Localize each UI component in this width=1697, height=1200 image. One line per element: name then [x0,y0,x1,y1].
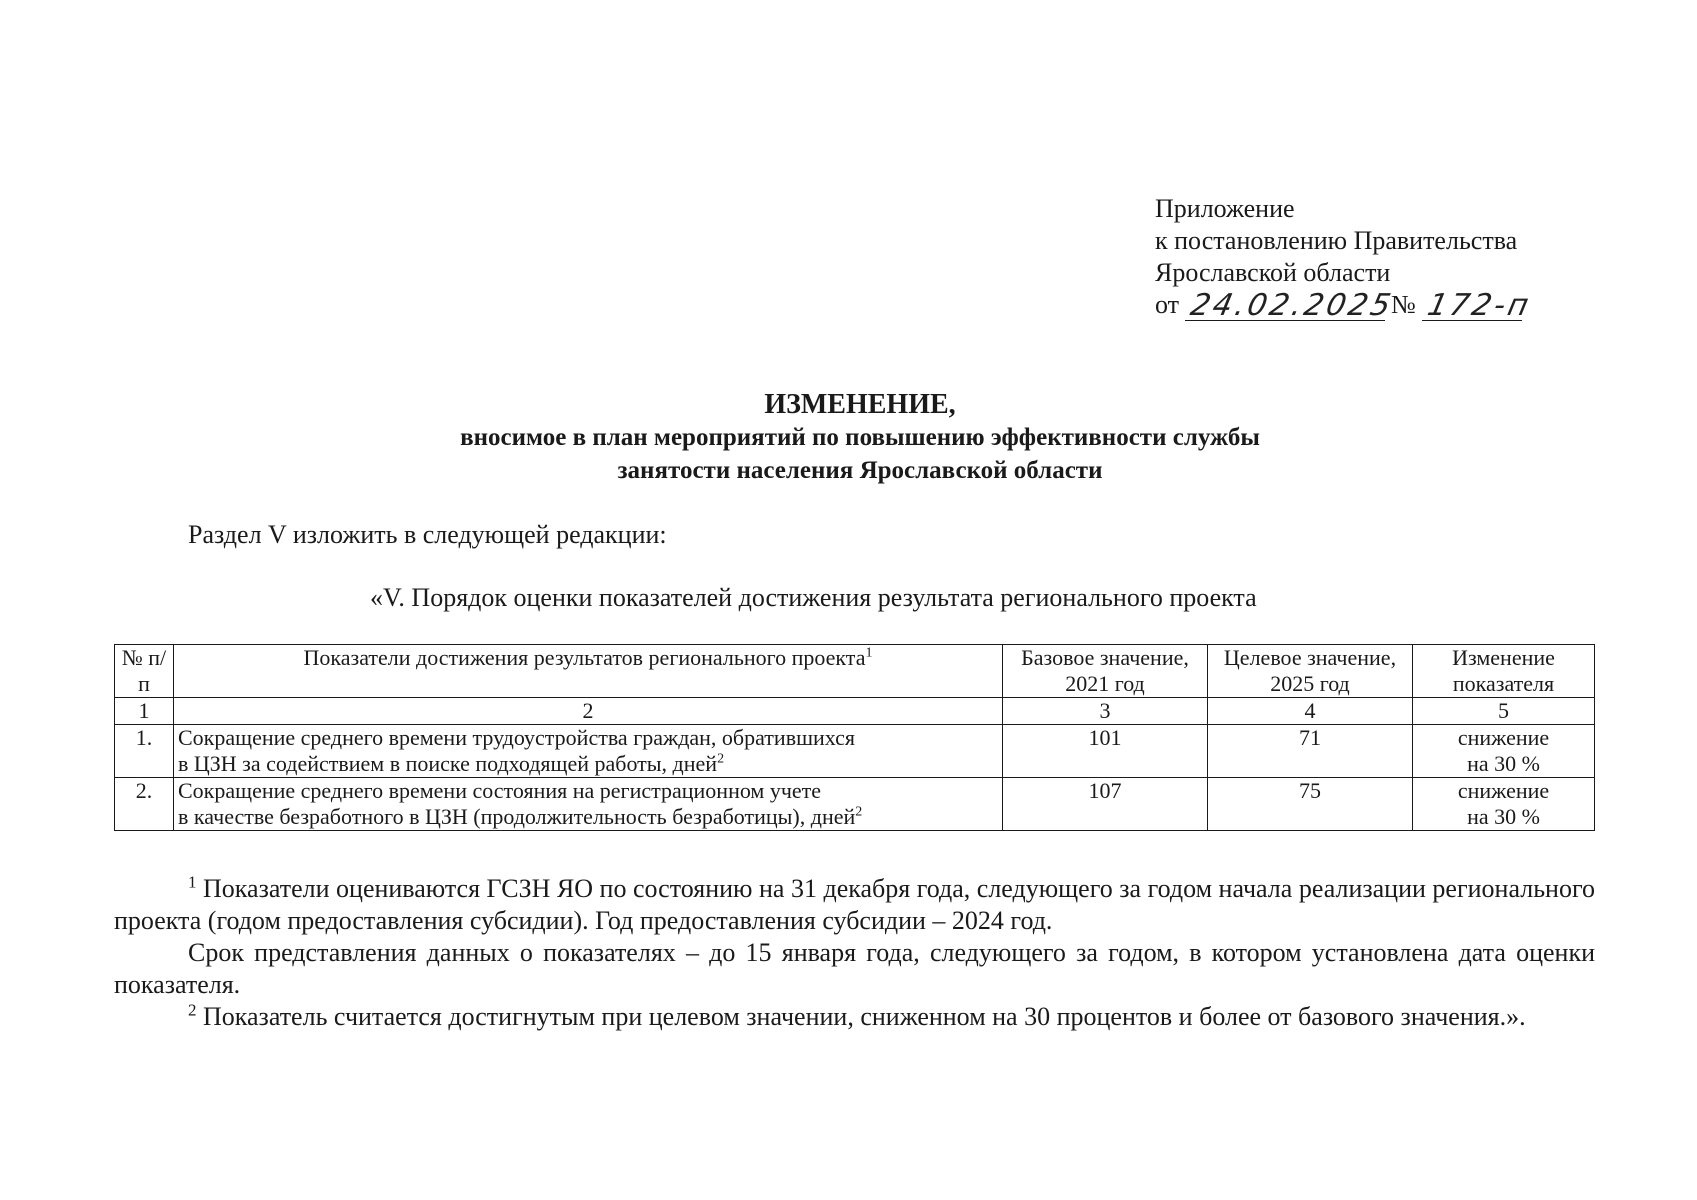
column-number: 4 [1208,698,1413,725]
appendix-block [1155,193,1535,323]
header-base: Базовое значение, 2021 год [1003,645,1208,698]
table-row [115,778,1595,831]
number-label: № [1391,290,1416,319]
header-num: № п/п [115,645,174,698]
appendix-decree-line: к постановлению Правительства [1155,226,1518,255]
row-name-line1: Сокращение среднего времени состояния на регистрационном учете [178,778,822,803]
number-field [1422,288,1535,323]
indicators-table [114,644,1595,831]
footnotes [114,873,1595,1033]
header-change: Изменение показателя [1413,645,1595,698]
table-row [115,725,1595,778]
date-field [1185,288,1397,323]
row-base-value: 107 [1003,778,1208,831]
header-name [174,645,1003,698]
header-name-footnote-mark: 1 [865,645,873,661]
document-subtitle-line2: занятости населения Ярославской области [617,457,1103,484]
footnote-1-continuation: Срок представления данных о показателях – до 15 января года, следующего за годом, в котором установлена дата оценки показателя. [114,938,1595,999]
row-change [1413,778,1595,831]
footnote-1-mark: 1 [188,872,197,892]
section-title: «V. Порядок оценки показателей достижения результата регионального проекта [370,583,1257,612]
document-subtitle-line1: вносимое в план мероприятий по повышению эффективности службы [460,424,1260,451]
row-name-line1: Сокращение среднего времени трудоустройства граждан, обратившихся [178,725,856,750]
row-change [1413,725,1595,778]
row-footnote-mark: 2 [855,804,863,820]
row-change-line2: на 30 % [1467,804,1540,829]
column-number-row [115,698,1595,725]
row-name-line2: в качестве безработного в ЦЗН (продолжительность безработицы), дней [178,804,856,829]
header-target: Целевое значение, 2025 год [1208,645,1413,698]
row-num: 1. [115,725,174,778]
column-number: 3 [1003,698,1208,725]
column-number: 2 [174,698,1003,725]
appendix-region-line: Ярославской области [1155,258,1391,287]
row-target-value: 75 [1208,778,1413,831]
handwritten-date: 24.02.2025 [1187,288,1397,323]
intro-paragraph: Раздел V изложить в следующей редакции: [188,520,667,549]
header-name-text: Показатели достижения результатов регионального проекта [303,645,866,670]
row-name [174,778,1003,831]
from-label: от [1155,290,1180,319]
row-change-line2: на 30 % [1467,751,1540,776]
row-name-line2: в ЦЗН за содействием в поиске подходящей работы, дней [178,751,718,776]
row-name [174,725,1003,778]
row-change-line1: снижение [1457,725,1550,750]
row-target-value: 71 [1208,725,1413,778]
column-number: 1 [115,698,174,725]
row-footnote-mark: 2 [717,751,725,767]
column-number: 5 [1413,698,1595,725]
document-title: ИЗМЕНЕНИЕ, [764,389,956,420]
appendix-date-number-line [1155,288,1535,323]
footnote-1-text: Показатели оцениваются ГСЗН ЯО по состоянию на 31 декабря года, следующего за годом начала реализации регионального проекта (годом предоставления субсидии). Год предоставления субсидии – 2024 год. [114,874,1595,935]
row-change-line1: снижение [1457,778,1550,803]
footnote-2 [114,1001,1595,1033]
handwritten-number: 172-п [1424,288,1535,323]
row-base-value: 101 [1003,725,1208,778]
footnote-2-mark: 2 [188,1000,197,1020]
footnote-2-text: Показатель считается достигнутым при целевом значении, сниженном на 30 процентов и более от базового значения.». [196,1002,1526,1031]
appendix-label: Приложение [1155,194,1295,223]
footnote-1 [114,873,1595,937]
table-header-row [115,645,1595,698]
row-num: 2. [115,778,174,831]
